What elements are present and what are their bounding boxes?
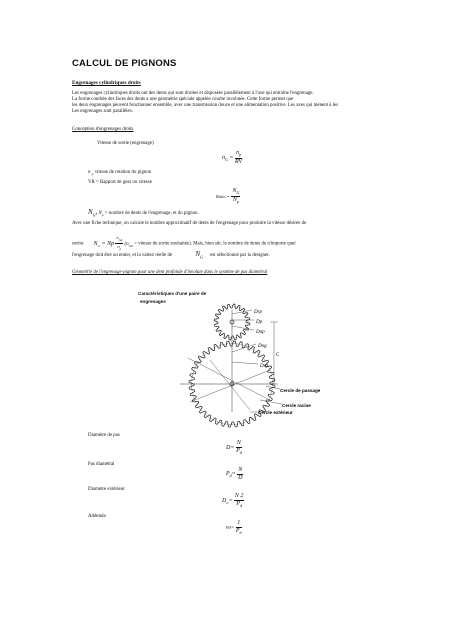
- radius-line: [188, 358, 270, 400]
- paragraph-line: Avec une fiche technique, on calcule le nombre approximatif de dents de l'engrenage pour produire la vitesse désirée de: [72, 221, 307, 226]
- section-heading-spur-gears: Engrenages cylindriques droits: [72, 80, 141, 86]
- teeth-count-definition: $N_G$, $N_p$ = nombre de dents de l'engrenage, et du pignon.: [88, 208, 199, 218]
- np-label: vitesse de rotation du pignon: [94, 170, 152, 175]
- denominator: P: [235, 528, 240, 534]
- page-title: CALCUL DE PIGNONS: [72, 58, 177, 69]
- paragraph-line: Les engrenages sont parallèles.: [72, 109, 133, 114]
- bullet-label-pitch-diameter: Diamètre de pas: [88, 433, 120, 438]
- label-drg: Drg: [260, 364, 268, 369]
- label-root-circle: Cercle racine: [282, 403, 311, 408]
- numerator: N: [236, 440, 241, 446]
- formula-addendum: [226, 520, 242, 536]
- formula-diametral-pitch: [226, 467, 243, 482]
- formula-ratio: [216, 188, 240, 205]
- bullet-label-outer-diameter: Diamètre extérieur: [88, 487, 125, 492]
- gear-pair-diagram: [170, 300, 350, 430]
- denominator: P: [236, 448, 240, 454]
- equals-sign: =: [230, 445, 235, 452]
- label-drp: Drp: [254, 310, 263, 315]
- paragraph-line: Les engrenages cylindriques droits ont des dents qui sont droites et disposées parallèlement à l'axe qui entraîne l'engrenage.: [72, 91, 314, 96]
- teeth-count-text: = nombre de dents de l'engrenage, et du pignon.: [104, 211, 199, 216]
- formula-output-speed: [222, 150, 242, 166]
- bullet-label-diametral-pitch: Pas diamétral: [88, 462, 115, 467]
- formula-symbol: Ratio: [216, 194, 226, 200]
- formula-subscript: p: [236, 199, 239, 205]
- paragraph-line: les deux engrenages peuvent fonctionner ensemble, avec une transmission douce et une alimentation positive. Les axes qui mènent à les: [72, 103, 339, 108]
- dimension-line-drg: [232, 362, 258, 364]
- text-span: l'engrenage doit être un entier, et la valeur réelle de: [72, 253, 173, 258]
- formula-symbol: P: [226, 470, 230, 477]
- formula-subscript: d: [240, 503, 242, 509]
- denominator: D: [238, 475, 243, 481]
- numerator: N 2: [234, 493, 244, 499]
- formula-subscript: G: [236, 190, 240, 196]
- label-dp: Dp: [256, 320, 263, 325]
- label-pitch-circle: Cercle de passage: [280, 388, 321, 393]
- diagram-title-line: Caractéristiques d'une paire de: [138, 291, 207, 296]
- equals-sign: =: [231, 470, 236, 477]
- bullet-text-output-speed: Vitesse de sortie (engrenage): [97, 141, 154, 146]
- fraction: [231, 188, 240, 205]
- equals-sign: =: [229, 154, 234, 161]
- formula-outer-diameter: [222, 493, 244, 509]
- numerator: N: [232, 188, 237, 194]
- denominator: N: [232, 197, 237, 204]
- numerator: n: [236, 150, 240, 156]
- label-outer-circle: Cercle extérieur: [258, 410, 293, 415]
- denominator: P: [236, 501, 240, 507]
- numerator: 1: [237, 520, 241, 526]
- formula-subscript: G: [225, 156, 228, 162]
- paragraph-line: La forme courbée des faces des dents a une géométrie spéciale appelée courbe involutée. Cette forme permet que: [72, 97, 294, 102]
- text-span: sortie:: [72, 241, 85, 247]
- numerator: N: [238, 467, 243, 473]
- np-definition: n $_p$ vitesse de rotation du pignon: [88, 170, 152, 176]
- equals-sign: =: [228, 497, 233, 504]
- vr-definition: VR = Rapport de gear ou vitesse: [88, 180, 152, 185]
- formula-subscript: o: [226, 499, 229, 505]
- dimension-line-drp: [232, 310, 252, 314]
- dimension-line-dop: [232, 326, 254, 330]
- formula-pitch-diameter: [226, 440, 242, 456]
- formula-subscript: d: [229, 473, 232, 479]
- paragraph-line: l'engrenage doit être un entier, et la valeur réelle de $N_G$ est sélectionné par la designer.: [72, 250, 270, 260]
- fraction: [235, 150, 242, 166]
- fraction: $\frac{n_{Gd}}{n_p}$: [116, 235, 123, 251]
- diagram-title-line: engrenages: [140, 299, 166, 304]
- formula-symbol: D: [222, 497, 227, 504]
- formula-subscript: d: [239, 530, 242, 536]
- label-center-distance: C: [276, 353, 280, 358]
- text-span: = vitesse de sortie souhaitée). Mais, bien sûr, le nombre de dents de n'importe quel: [134, 241, 296, 247]
- radius-line: [190, 370, 270, 402]
- bullet-label-addendum: Addenda: [88, 514, 106, 519]
- formula-subscript: p: [239, 152, 242, 158]
- denominator: RV: [234, 159, 243, 166]
- text-span: est sélectionné par la designer.: [210, 253, 270, 258]
- equals-sign: =: [226, 194, 230, 200]
- label-dog: Dog: [258, 344, 267, 349]
- section-heading-design: Conception d'engrenages droits: [72, 127, 134, 132]
- formula-symbol: D: [226, 445, 231, 452]
- formula-symbol: n: [222, 154, 225, 161]
- formula-subscript: d: [239, 450, 242, 456]
- paragraph-line: sortie: $N_G = Np$ $\frac{n_{Gd}}{n_p}$ ($n_{Gd}$ = vitesse de sortie souhaitée). Mais, bien sûr, le nombre de dents de n'importe quel: [72, 235, 296, 251]
- equals-sign: =: [231, 525, 235, 531]
- label-dop: Dop: [256, 330, 265, 335]
- radius-line: [210, 360, 250, 410]
- formula-symbol: ua: [226, 525, 231, 531]
- leader-pitch-circle: [266, 386, 280, 389]
- section-heading-geometry: Géométrie de l'engrenage-pignon pour une dent profonde d'involute dans le système de pas diamétral: [72, 270, 268, 275]
